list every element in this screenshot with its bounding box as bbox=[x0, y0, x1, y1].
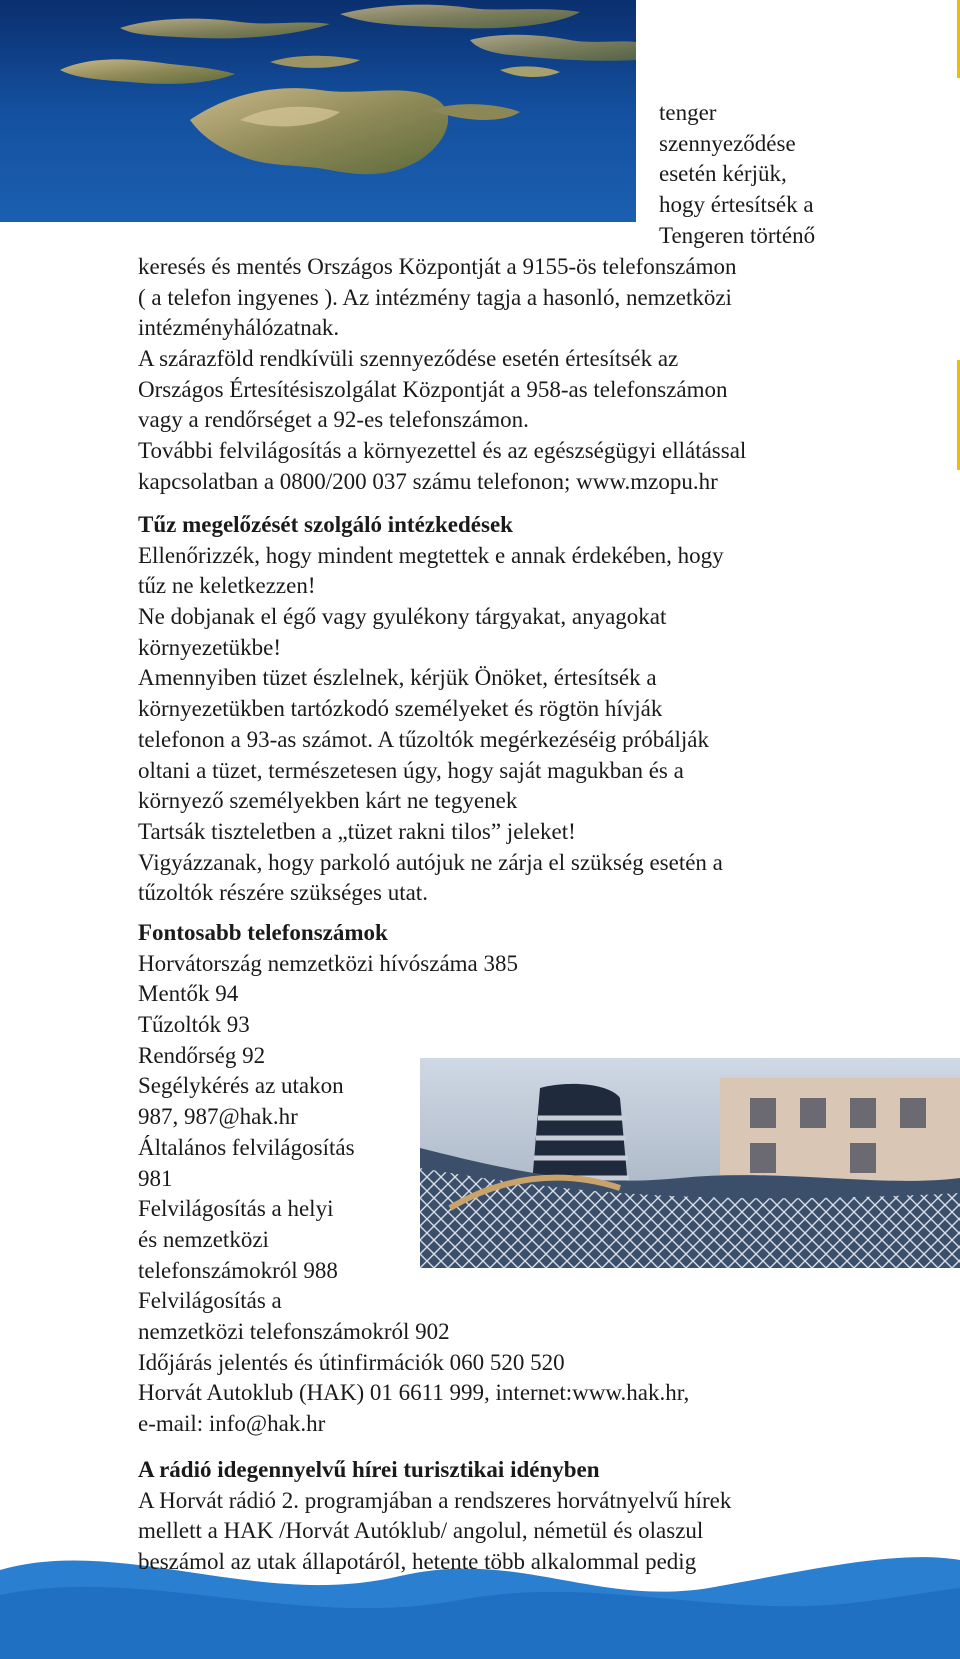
phone-line: e-mail: info@hak.hr bbox=[138, 1411, 326, 1436]
phone-line: nemzetközi telefonszámokról 902 bbox=[138, 1318, 450, 1344]
phone-line: telefonszámokról 988 bbox=[138, 1257, 338, 1283]
text-line: intézményhálózatnak. bbox=[138, 315, 340, 341]
section-heading: Fontosabb telefonszámok bbox=[138, 920, 388, 945]
text-line: telefonon a 93-as számot. A tűzoltók megérkezéséig próbálják bbox=[138, 726, 709, 752]
aside-line: esetén kérjük, bbox=[659, 161, 787, 187]
phone-line: 981 bbox=[138, 1165, 173, 1191]
text-line: mellett a HAK /Horvát Autóklub/ angolul, németül és olaszul bbox=[138, 1518, 704, 1544]
phone-line: és nemzetközi bbox=[138, 1226, 269, 1252]
text-line: ( a telefon ingyenes ). Az intézmény tagja a hasonló, nemzetközi bbox=[138, 284, 732, 310]
text-line: beszámol az utak állapotáról, hetente több alkalommal pedig bbox=[138, 1549, 697, 1575]
text-line: tűz ne keletkezzen! bbox=[138, 573, 316, 599]
phone-line: Rendőrség 92 bbox=[138, 1042, 266, 1068]
phone-line: 987, 987@hak.hr bbox=[138, 1104, 298, 1130]
text-line: Vigyázzanak, hogy parkoló autójuk ne zárja el szükség esetén a bbox=[138, 849, 723, 875]
text-line: A Horvát rádió 2. programjában a rendszeres horvátnyelvű hírek bbox=[138, 1487, 732, 1513]
phones-section bbox=[138, 918, 938, 1440]
text-line: A szárazföld rendkívüli szennyeződése esetén értesítsék az bbox=[138, 346, 679, 372]
text-line: További felvilágosítás a környezettel és az egészségügyi ellátással bbox=[138, 438, 747, 464]
text-line: Ellenőrizzék, hogy mindent megtettek e annak érdekében, hogy bbox=[138, 542, 724, 568]
intro-paragraph bbox=[138, 252, 938, 498]
text-line: oltani a tüzet, természetesen úgy, hogy saját magukban és a bbox=[138, 757, 684, 783]
text-line: vagy a rendőrséget a 92-es telefonszámon. bbox=[138, 407, 529, 433]
aside-text bbox=[659, 98, 815, 251]
phone-line: Mentők 94 bbox=[138, 981, 239, 1007]
phone-line: Felvilágosítás a bbox=[138, 1288, 282, 1314]
aside-line: szennyeződése bbox=[659, 130, 796, 156]
island-photo bbox=[0, 0, 636, 222]
section-heading: A rádió idegennyelvű hírei turisztikai idényben bbox=[138, 1457, 600, 1482]
text-line: környező személyekben kárt ne tegyenek bbox=[138, 788, 518, 814]
text-line: Tartsák tiszteletben a „tüzet rakni tilos” jeleket! bbox=[138, 818, 576, 844]
phone-line: Tűzoltók 93 bbox=[138, 1012, 250, 1038]
text-line: keresés és mentés Országos Központját a 9155-ös telefonszámon bbox=[138, 254, 737, 279]
text-line: környezetükbe! bbox=[138, 634, 282, 660]
phone-line: Általános felvilágosítás bbox=[138, 1134, 355, 1160]
phone-line: Segélykérés az utakon bbox=[138, 1073, 344, 1099]
text-line: Országos Értesítésiszolgálat Központját a 958-as telefonszámon bbox=[138, 376, 728, 402]
text-line: környezetükben tartózkodó személyeket és rögtön hívják bbox=[138, 696, 663, 722]
text-line: Amennyiben tüzet észlelnek, kérjük Önöket, értesítsék a bbox=[138, 665, 657, 691]
fire-section bbox=[138, 510, 938, 909]
text-line: Ne dobjanak el égő vagy gyulékony tárgyakat, anyagokat bbox=[138, 604, 667, 630]
radio-section bbox=[138, 1455, 938, 1578]
island-photo-art bbox=[0, 0, 636, 222]
phone-line: Horvát Autoklub (HAK) 01 6611 999, internet:www.hak.hr, bbox=[138, 1380, 690, 1406]
aside-line: hogy értesítsék a bbox=[659, 192, 814, 218]
aside-line: tenger bbox=[659, 100, 717, 125]
phone-line: Horvátország nemzetközi hívószáma 385 bbox=[138, 950, 519, 976]
aside-line: Tengeren történő bbox=[659, 222, 816, 248]
section-heading: Tűz megelőzését szolgáló intézkedések bbox=[138, 512, 513, 537]
text-line: kapcsolatban a 0800/200 037 számu telefonon; www.mzopu.hr bbox=[138, 468, 718, 494]
text-line: tűzoltók részére szükséges utat. bbox=[138, 880, 428, 906]
phone-line: Felvilágosítás a helyi bbox=[138, 1196, 334, 1222]
phone-line: Időjárás jelentés és útinfirmációk 060 520 520 bbox=[138, 1349, 565, 1375]
